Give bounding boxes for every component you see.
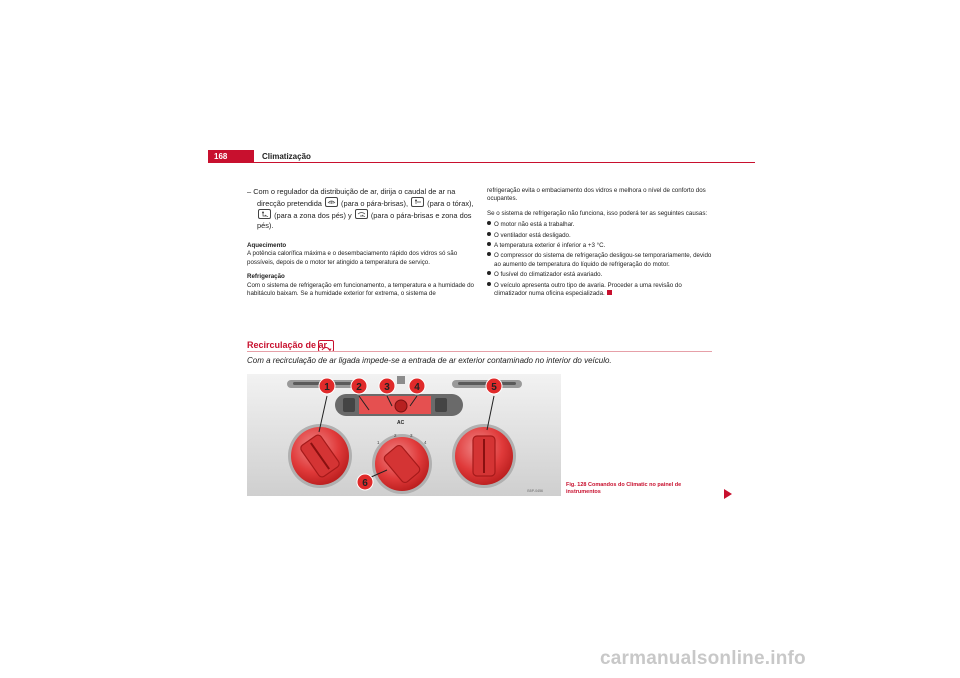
bullet-icon <box>487 282 491 286</box>
svg-text:2: 2 <box>356 382 362 393</box>
bullet-icon <box>487 221 491 225</box>
cooling-paragraph: Com o sistema de refrigeração em funcionamento, a temperatura e a humidade do habitáculo baixam. Se a humidade exterior for extrema, o sistema de <box>247 281 474 298</box>
bullet-icon <box>487 232 491 236</box>
bullet-icon <box>487 242 491 246</box>
callout-4 <box>409 378 425 394</box>
cause-item <box>487 271 715 279</box>
fan-speed-mark: 1 <box>377 440 380 445</box>
bullet-icon <box>487 252 491 256</box>
cause-item <box>487 282 715 299</box>
step-text-5: (para o pára-brisas e zona dos pés). <box>257 211 472 230</box>
cooling-continuation: refrigeração evita o embaciamento dos vidros e melhora o nível de conforto dos ocupantes. <box>487 187 706 203</box>
cause-text: O compressor do sistema de refrigeração desligou-se temporariamente, devido ao aumento de temperatura do líquido de refrigeração do motor. <box>494 252 712 268</box>
figure-code: B5P-0456 <box>527 489 543 493</box>
site-watermark: carmanualsonline.info <box>600 648 806 669</box>
callout-2 <box>351 378 367 394</box>
fan-speed-mark: 3 <box>410 433 413 438</box>
cause-item <box>487 221 715 229</box>
svg-text:4: 4 <box>414 382 420 393</box>
callout-3 <box>379 378 395 394</box>
instruction-step <box>247 187 475 231</box>
figure-caption: Fig. 128 Comandos do Climatic no painel de instrumentos <box>566 482 682 495</box>
cause-text: O veículo apresenta outro tipo de avaria. Proceder a uma revisão do climatizador numa oficina especializada. <box>494 281 682 298</box>
cooling-heading: Refrigeração <box>247 273 285 281</box>
cause-item <box>487 242 715 250</box>
section-title: Recirculação de ar <box>247 340 328 350</box>
fan-speed-mark: 4 <box>424 440 427 445</box>
chapter-title: Climatização <box>262 152 311 161</box>
fan-speed-mark: 2 <box>394 433 397 438</box>
climatic-controls-figure <box>247 374 561 496</box>
callout-6 <box>357 474 373 490</box>
causes-intro: Se o sistema de refrigeração não funciona, isso poderá ter as seguintes causas: <box>487 209 708 217</box>
next-page-arrow-icon <box>724 489 732 499</box>
svg-text:3: 3 <box>384 382 390 393</box>
cause-item <box>487 252 715 269</box>
windscreen-icon <box>325 197 338 207</box>
chest-vent-icon <box>411 197 424 207</box>
step-text-2: (para o pára-brisas), <box>341 199 408 208</box>
step-text-1: Com o regulador da distribuição de ar, dirija o caudal de ar na direcção pretendida <box>253 187 456 208</box>
header-divider <box>208 162 755 163</box>
ac-label: AC <box>397 420 405 426</box>
callout-5 <box>486 378 502 394</box>
footwell-icon <box>258 209 271 219</box>
heating-heading: Aquecimento <box>247 242 287 249</box>
section-divider <box>247 351 712 352</box>
cause-text: O ventilador está desligado. <box>494 231 571 239</box>
bullet-icon <box>487 271 491 275</box>
svg-text:5: 5 <box>491 382 497 393</box>
climatic-panel-illustration <box>247 374 561 496</box>
cause-text: O fusível do climatizador está avariado. <box>494 271 603 279</box>
left-column <box>247 187 475 304</box>
end-of-section-icon <box>607 290 612 295</box>
section-lead: Com a recirculação de ar ligada impede-se a entrada de ar exterior contaminado no interior do veículo. <box>247 356 612 365</box>
windscreen-footwell-icon <box>355 209 368 219</box>
step-text-3: (para o tórax), <box>427 199 474 208</box>
right-column <box>487 187 715 300</box>
step-text-4: (para a zona dos pés) y <box>274 211 352 220</box>
callout-1 <box>319 378 335 394</box>
page-number-badge: 168 <box>208 150 254 163</box>
cause-text: A temperatura exterior é inferior a +3 °C. <box>494 242 606 250</box>
step-dash: – <box>247 187 252 196</box>
heating-paragraph: A potência calorífica máxima e o desembaciamento rápido dos vidros só são possíveis, depois de o motor ter atingido a temperatura de serviço. <box>247 250 458 266</box>
svg-text:6: 6 <box>362 478 368 489</box>
cause-item <box>487 232 715 240</box>
svg-text:1: 1 <box>324 382 330 393</box>
cause-text: O motor não está a trabalhar. <box>494 221 575 229</box>
